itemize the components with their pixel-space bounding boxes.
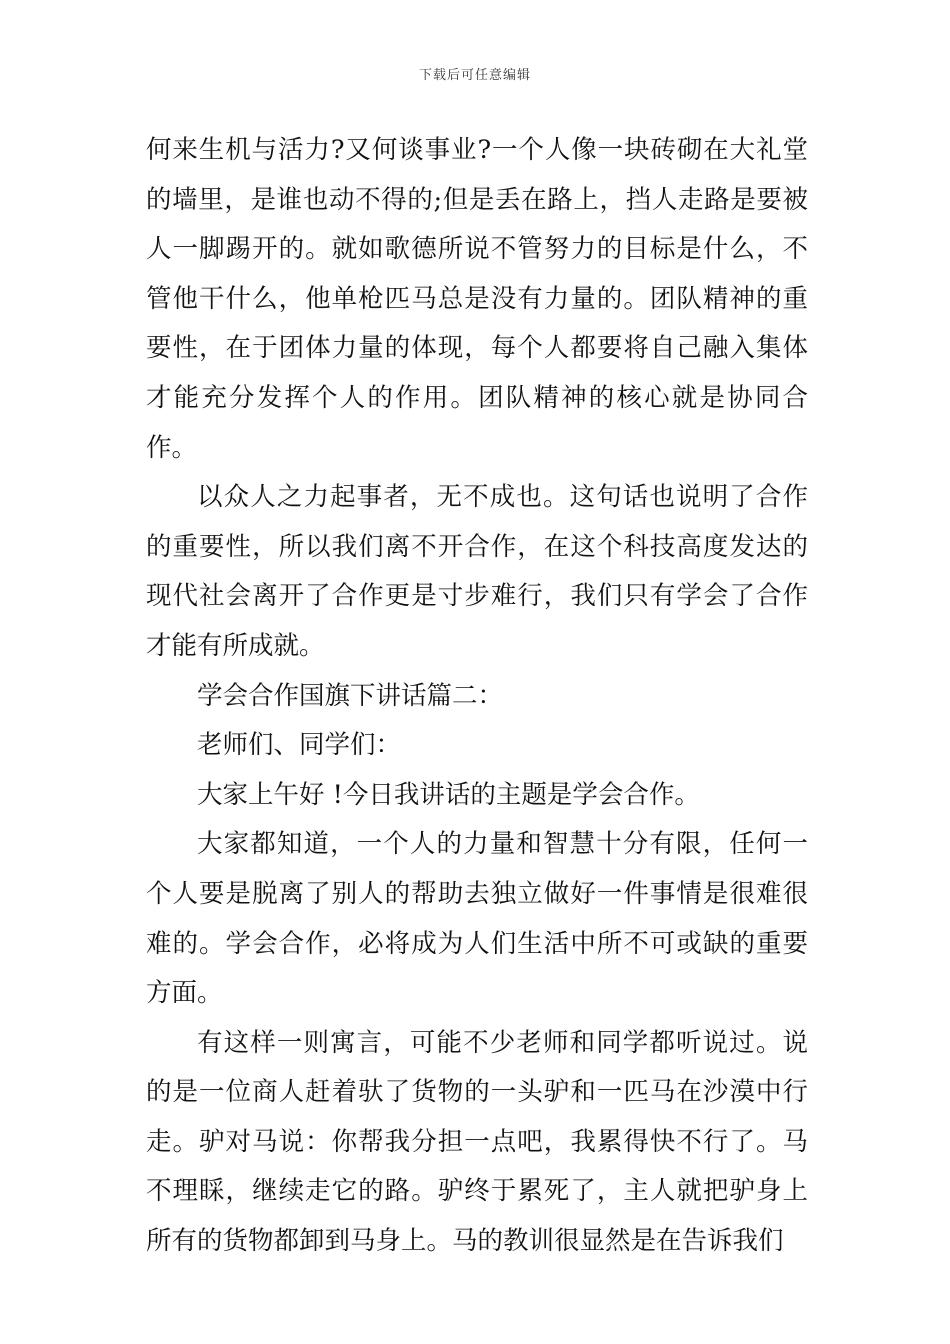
section-heading: 学会合作国旗下讲话篇二： [197,680,504,711]
greeting-line: 大家上午好 !今日我讲话的主题是学会合作。 [197,779,700,810]
document-body [146,126,808,1267]
paragraph: 大家都知道，一个人的力量和智慧十分有限，任何一个人要是脱离了别人的帮助去独立做好一件事情是很难很难的。学会合作，必将成为人们生活中所不可或缺的重要方面。 [146,829,808,1009]
paragraph-continued: 何来生机与活力?又何谈事业?一个人像一块砖砌在大礼堂的墙里，是谁也动不得的;但是丢在路上，挡人走路是要被人一脚踢开的。就如歌德所说不管努力的目标是什么，不管他干什么，他单枪匹马总是没有力量的。团队精神的重要性，在于团体力量的体现，每个人都要将自己融入集体才能充分发挥个人的作用。团队精神的核心就是协同合作。 [146,135,808,463]
paragraph: 有这样一则寓言，可能不少老师和同学都听说过。说的是一位商人赶着驮了货物的一头驴和一匹马在沙漠中行走。驴对马说：你帮我分担一点吧，我累得快不行了。马不理睬，继续走它的路。驴终于累死了，主人就把驴身上所有的货物都卸到马身上。马的教训很显然是在告诉我们 [146,1027,808,1257]
paragraph: 以众人之力起事者，无不成也。这句话也说明了合作的重要性，所以我们离不开合作，在这个科技高度发达的现代社会离开了合作更是寸步难行，我们只有学会了合作才能有所成就。 [146,482,808,661]
salutation: 老师们、同学们： [197,730,402,761]
page-header: 下载后可任意编辑 [418,68,531,83]
